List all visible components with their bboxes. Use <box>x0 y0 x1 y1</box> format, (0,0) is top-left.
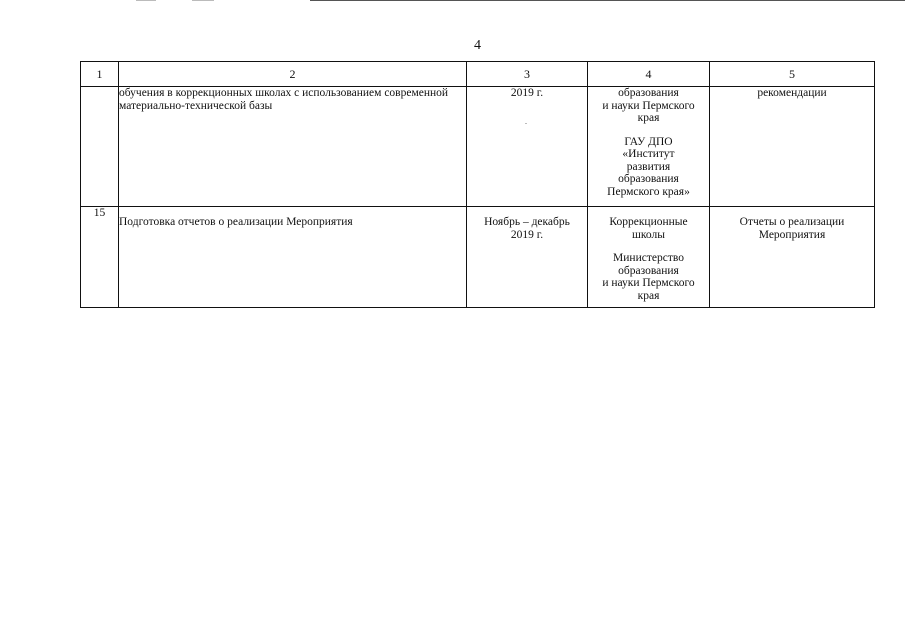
deadline-line: 2019 г. <box>510 228 544 241</box>
column-number: 4 <box>588 62 710 87</box>
scan-artifact <box>192 0 214 1</box>
executors-cell <box>588 207 710 308</box>
result-line: Мероприятия <box>758 228 826 241</box>
executor-line: края <box>637 289 660 302</box>
result-cell <box>710 207 875 308</box>
row-number <box>81 87 119 207</box>
result-cell: рекомендации <box>710 87 875 207</box>
executor-line: развития <box>626 160 671 173</box>
executors-cell <box>588 87 710 207</box>
executor-line: края <box>637 112 660 124</box>
executor-line: школы <box>632 228 665 241</box>
scan-artifact <box>136 0 156 1</box>
column-number-row <box>81 62 875 87</box>
scan-dot <box>525 123 527 124</box>
deadline-line: Ноябрь – декабрь <box>484 216 570 228</box>
executor-line: «Институт <box>622 148 675 160</box>
executor-line: и науки Пермского <box>602 277 695 289</box>
scan-edge-line <box>310 0 905 1</box>
column-number: 5 <box>710 62 875 87</box>
deadline-cell: 2019 г. <box>467 87 588 207</box>
result-line: Отчеты о реализации <box>739 216 845 228</box>
activity-plan-table <box>80 61 875 308</box>
column-number: 2 <box>119 62 467 87</box>
activity-description: обучения в коррекционных школах с использованием современной материально-технической базы <box>119 87 467 207</box>
table-row <box>81 207 875 308</box>
page-number: 4 <box>474 38 481 53</box>
executor-line: Пермского края» <box>607 185 690 198</box>
deadline-cell <box>467 207 588 308</box>
executor-line: образования <box>618 264 679 277</box>
activity-description: Подготовка отчетов о реализации Мероприятия <box>119 207 467 308</box>
row-number: 15 <box>81 207 119 308</box>
executor-line: ГАУ ДПО <box>624 135 673 148</box>
column-number: 1 <box>81 62 119 87</box>
executor-line: образования <box>618 87 679 99</box>
executor-line: Министерство <box>613 252 684 264</box>
executor-line: и науки Пермского <box>602 99 695 112</box>
executor-line: образования <box>618 173 679 185</box>
column-number: 3 <box>467 62 588 87</box>
executor-line: Коррекционные <box>609 216 688 228</box>
table-row <box>81 87 875 207</box>
